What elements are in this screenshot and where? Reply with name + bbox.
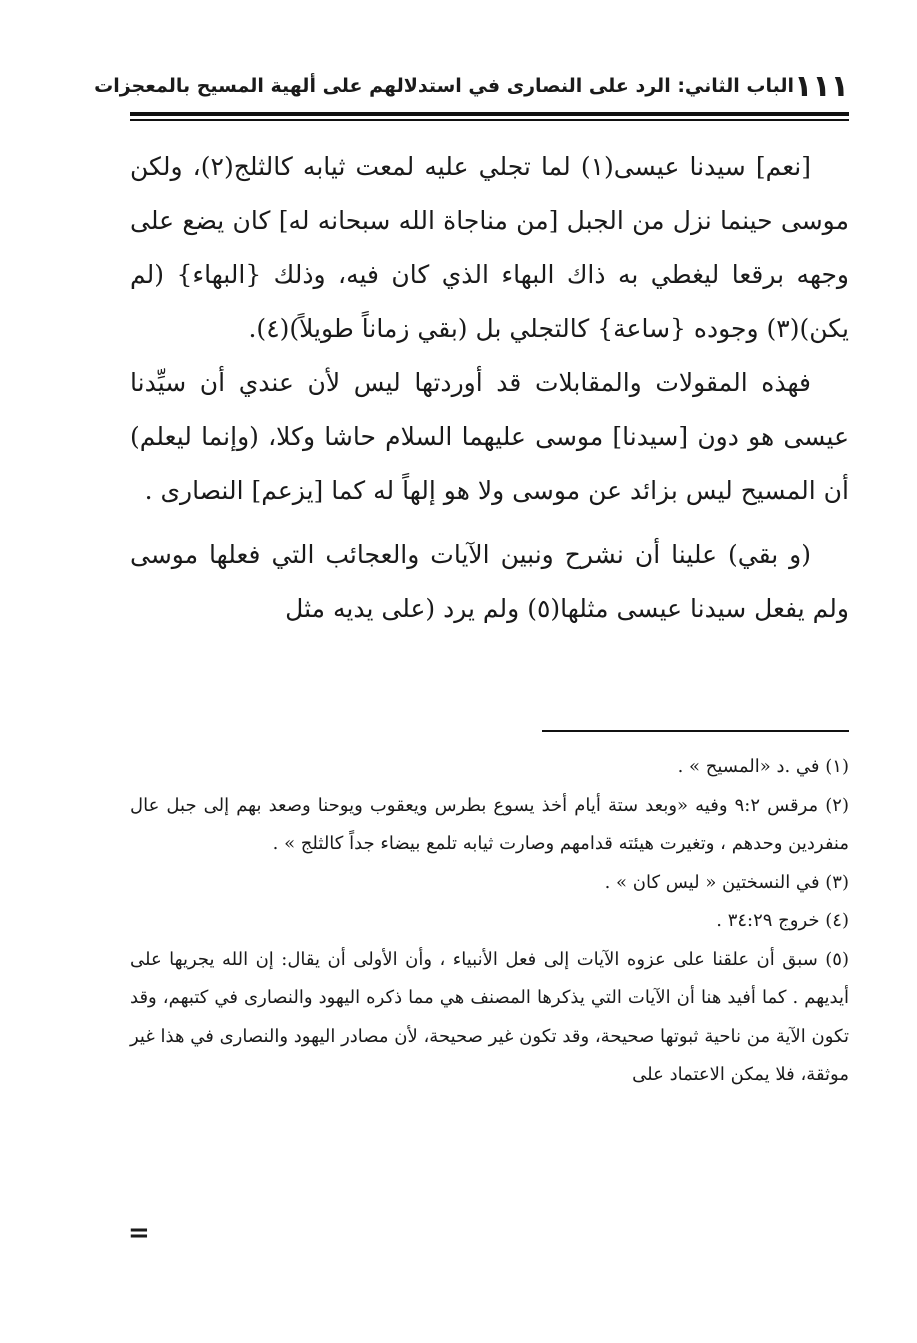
page-number: ١١١: [794, 68, 849, 104]
footnote-separator: [542, 730, 849, 732]
header-rule-thick: [130, 112, 849, 116]
footnote-2: (٢) مرقس ٩:٢ وفيه «وبعد ستة أيام أخذ يسوع بطرس ويعقوب ويوحنا وصعد بهم إلى جبل عال منفردين وحدهم ، وتغيرت هيئته قدامهم وصارت ثيابه تلمع بيضاء جداً كالثلج » .: [130, 794, 849, 854]
body-paragraph-2: فهذه المقولات والمقابلات قد أوردتها ليس لأن عندي أن سيِّدنا عيسى هو دون [سيدنا] موسى عليهما السلام حاشا وكلا، (وإنما ليعلم) أن المسيح ليس بزائد عن موسى ولا هو إلهاً له كما [يزعم] النصارى .: [130, 368, 849, 505]
running-title: الباب الثاني: الرد على النصارى في استدلالهم على ألهية المسيح بالمعجزات: [94, 75, 795, 97]
footnote-4: (٤) خروج ٣٤:٢٩ .: [716, 910, 849, 931]
page-header: [94, 64, 849, 108]
footnote-1: (١) في .د «المسيح » .: [677, 756, 849, 777]
footnote-5: (٥) سبق أن علقنا على عزوه الآيات إلى فعل الأنبياء ، وأن الأولى أن يقال: إن الله يجريها على أيديهم . كما أفيد هنا أن الآيات التي يذكرها المصنف هي مما ذكره اليهود والنصارى في كتبهم، وقد تكون الآية من ناحية ثبوتها صحيحة، وقد تكون غير صحيحة، لأن مصادر اليهود والنصارى في هذا غير موثقة، فلا يمكن الاعتماد على: [130, 948, 849, 1085]
continuation-mark: =: [128, 1218, 150, 1248]
footnote-3: (٣) في النسختين « ليس كان » .: [604, 871, 849, 893]
body-paragraph-1: [نعم] سيدنا عيسى(١) لما تجلي عليه لمعت ثيابه كالثلج(٢)، ولكن موسى حينما نزل من الجبل [من مناجاة الله سبحانه له] كان يضع على وجهه برقعا ليغطي به ذاك البهاء الذي كان فيه، وذلك {البهاء} (لم يكن)(٣) وجوده {ساعة} كالتجلي بل (بقي زماناً طويلاً)(٤).: [130, 152, 849, 343]
body-paragraph-3: (و بقي) علينا أن نشرح ونبين الآيات والعجائب التي فعلها موسى ولم يفعل سيدنا عيسى مثلها(٥) ولم يرد (على يديه مثل: [130, 540, 849, 623]
footnotes: [130, 748, 849, 1095]
body-text: [130, 140, 849, 636]
header-rule-thin: [130, 119, 849, 121]
